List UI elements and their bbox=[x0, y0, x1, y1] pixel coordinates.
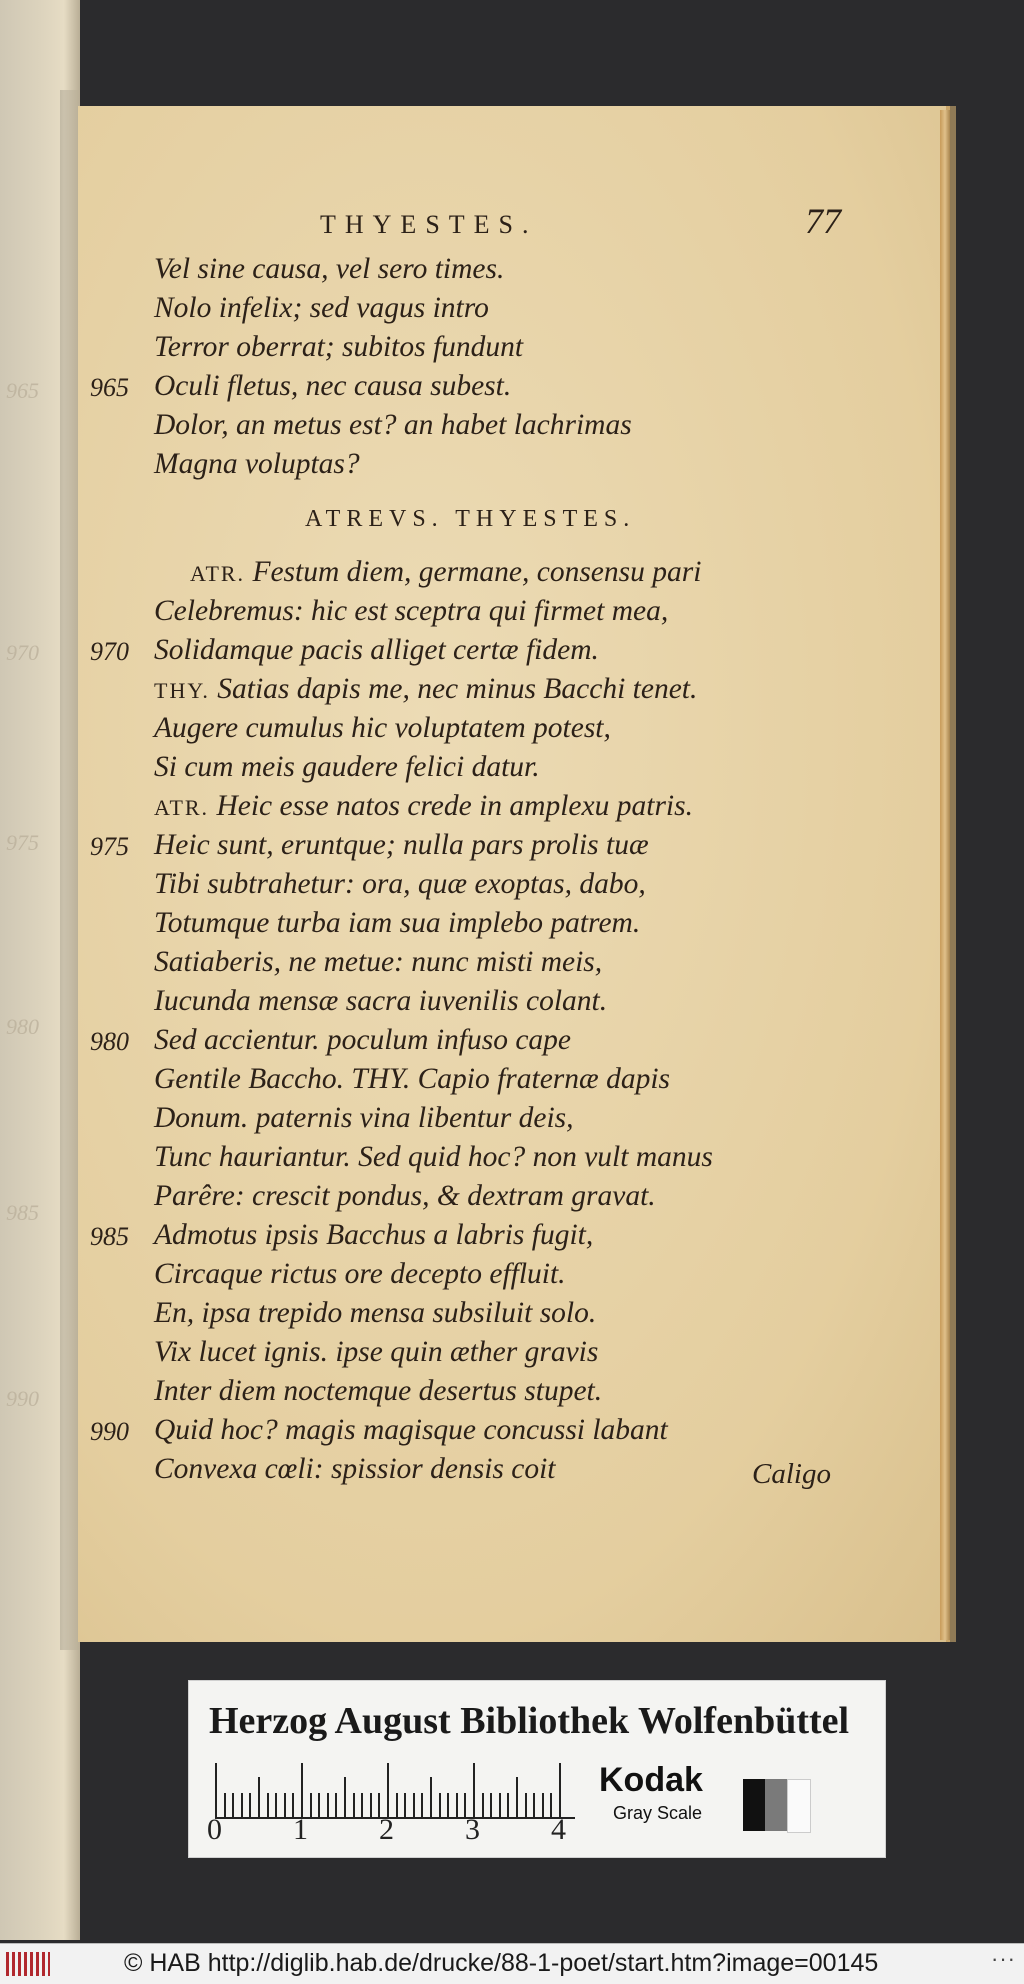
verse-line: Oculi fletus, nec causa subest. bbox=[154, 370, 512, 402]
color-calibration-card bbox=[188, 1680, 886, 1858]
scene-heading: ATREVS. THYESTES. bbox=[305, 506, 636, 532]
verse-line: Convexa cœli: spissior densis coit bbox=[154, 1453, 556, 1485]
ruler-tick bbox=[215, 1763, 217, 1817]
ruler-number: 1 bbox=[293, 1813, 308, 1846]
ruler-tick bbox=[413, 1793, 415, 1817]
verse-line: Donum. paternis vina libentur deis, bbox=[154, 1102, 574, 1134]
ruler-tick bbox=[439, 1793, 441, 1817]
verse-line: Vel sine causa, vel sero times. bbox=[154, 253, 505, 285]
verse-line: Sed accientur. poculum infuso cape bbox=[154, 1024, 572, 1056]
ruler-tick bbox=[267, 1793, 269, 1817]
speaker: ATR. bbox=[154, 795, 210, 820]
line-number: 980 bbox=[90, 1027, 129, 1056]
ruler-tick bbox=[344, 1777, 346, 1817]
ruler-tick bbox=[353, 1793, 355, 1817]
verse-text: Satias dapis me, nec minus Bacchi tenet. bbox=[217, 673, 698, 705]
hab-logo-icon bbox=[6, 1952, 50, 1976]
footer-bar bbox=[0, 1943, 1024, 1984]
ruler-tick bbox=[430, 1777, 432, 1817]
verse-text: Festum diem, germane, consensu pari bbox=[252, 556, 702, 588]
ghost-line-number: 975 bbox=[6, 830, 39, 855]
ruler-number: 3 bbox=[465, 1813, 480, 1846]
verse-line: Quid hoc? magis magisque concussi labant bbox=[154, 1414, 668, 1446]
kodak-logo: Kodak bbox=[599, 1761, 703, 1799]
ruler-tick bbox=[249, 1793, 251, 1817]
verse-line: Vix lucet ignis. ipse quin æther gravis bbox=[154, 1336, 599, 1368]
ghost-line-number: 985 bbox=[6, 1200, 39, 1225]
verse-line: Satiaberis, ne metue: nunc misti meis, bbox=[154, 946, 603, 978]
catchword: Caligo bbox=[752, 1458, 831, 1490]
line-number: 970 bbox=[90, 637, 129, 666]
ruler-number: 0 bbox=[207, 1813, 222, 1846]
gray-swatch-white bbox=[787, 1779, 811, 1833]
verse-line: En, ipsa trepido mensa subsiluit solo. bbox=[154, 1297, 597, 1329]
verse-line: Heic sunt, eruntque; nulla pars prolis tuæ bbox=[154, 829, 649, 861]
more-menu-icon[interactable]: ··· bbox=[991, 1946, 1016, 1971]
line-number: 985 bbox=[90, 1222, 129, 1251]
ruler-tick bbox=[447, 1793, 449, 1817]
ruler-tick bbox=[507, 1793, 509, 1817]
ruler-number: 2 bbox=[379, 1813, 394, 1846]
ruler-tick bbox=[327, 1793, 329, 1817]
ruler-number: 4 bbox=[551, 1813, 566, 1846]
ruler-tick bbox=[318, 1793, 320, 1817]
verse-line bbox=[154, 790, 693, 823]
speaker: THY. bbox=[154, 678, 210, 703]
line-number: 965 bbox=[90, 373, 129, 402]
verse-line: Admotus ipsis Bacchus a labris fugit, bbox=[154, 1219, 594, 1251]
verse-line: Iucunda mensæ sacra iuvenilis colant. bbox=[154, 985, 608, 1017]
ghost-line-number: 970 bbox=[6, 640, 39, 665]
ruler-tick bbox=[421, 1793, 423, 1817]
ruler-tick bbox=[559, 1763, 561, 1817]
ruler-tick bbox=[301, 1763, 303, 1817]
ruler-tick bbox=[516, 1777, 518, 1817]
gray-swatch-mid bbox=[765, 1779, 787, 1831]
verse-line: Terror oberrat; subitos fundunt bbox=[154, 331, 524, 363]
ruler-tick bbox=[361, 1793, 363, 1817]
verse-line bbox=[190, 556, 701, 589]
gray-scale-label: Gray Scale bbox=[613, 1803, 703, 1823]
ruler-tick bbox=[473, 1763, 475, 1817]
verse-line: Tibi subtrahetur: ora, quæ exoptas, dabo, bbox=[154, 868, 646, 900]
ruler-tick bbox=[387, 1763, 389, 1817]
verse-line: Circaque rictus ore decepto effluit. bbox=[154, 1258, 566, 1290]
verse-line: Gentile Baccho. THY. Capio fraternæ dapis bbox=[154, 1063, 670, 1095]
library-name: Herzog August Bibliothek Wolfenbüttel bbox=[209, 1700, 850, 1742]
ruler-tick bbox=[542, 1793, 544, 1817]
verse-line: Si cum meis gaudere felici datur. bbox=[154, 751, 540, 783]
ruler-tick bbox=[456, 1793, 458, 1817]
verse-line: Tunc hauriantur. Sed quid hoc? non vult manus bbox=[154, 1141, 713, 1173]
verse-line: Inter diem noctemque desertus stupet. bbox=[154, 1375, 603, 1407]
verse-line: Parêre: crescit pondus, & dextram gravat. bbox=[154, 1180, 656, 1212]
ruler-tick bbox=[404, 1793, 406, 1817]
ruler-tick bbox=[241, 1793, 243, 1817]
ruler-tick bbox=[482, 1793, 484, 1817]
ruler-tick bbox=[335, 1793, 337, 1817]
page-edge bbox=[940, 110, 950, 1640]
page-number: 77 bbox=[805, 201, 841, 241]
verse-line: Augere cumulus hic voluptatem potest, bbox=[154, 712, 611, 744]
gutter-shadow bbox=[60, 90, 80, 1650]
ruler-tick bbox=[284, 1793, 286, 1817]
ruler-tick bbox=[533, 1793, 535, 1817]
ruler-tick bbox=[490, 1793, 492, 1817]
verse-line: Magna voluptas? bbox=[154, 448, 360, 480]
ruler-tick bbox=[310, 1793, 312, 1817]
gray-swatch-black bbox=[743, 1779, 765, 1831]
verse-line: Solidamque pacis alliget certæ fidem. bbox=[154, 634, 599, 666]
ruler-tick bbox=[258, 1777, 260, 1817]
ruler-tick bbox=[224, 1793, 226, 1817]
ruler-tick bbox=[275, 1793, 277, 1817]
verse-text: Heic esse natos crede in amplexu patris. bbox=[216, 790, 693, 822]
line-number: 975 bbox=[90, 832, 129, 861]
copyright-link[interactable]: © HAB http://diglib.hab.de/drucke/88-1-poet/start.htm?image=00145 bbox=[124, 1949, 879, 1977]
verse-line: Totumque turba iam sua implebo patrem. bbox=[154, 907, 641, 939]
ruler-tick bbox=[370, 1793, 372, 1817]
ghost-line-number: 980 bbox=[6, 1014, 39, 1039]
ruler-tick bbox=[232, 1793, 234, 1817]
verse-line: Dolor, an metus est? an habet lachrimas bbox=[154, 409, 632, 441]
ghost-line-number: 990 bbox=[6, 1386, 39, 1411]
ruler-tick bbox=[396, 1793, 398, 1817]
ruler-scale bbox=[215, 1759, 575, 1819]
verse-line: Celebremus: hic est sceptra qui firmet mea, bbox=[154, 595, 669, 627]
ruler-tick bbox=[525, 1793, 527, 1817]
verse-line bbox=[154, 673, 697, 706]
verse-line: Nolo infelix; sed vagus intro bbox=[154, 292, 489, 324]
running-head: THYESTES. bbox=[320, 210, 538, 239]
ruler-tick bbox=[499, 1793, 501, 1817]
ghost-line-number: 965 bbox=[6, 378, 39, 403]
line-number: 990 bbox=[90, 1417, 129, 1446]
speaker: ATR. bbox=[190, 561, 246, 586]
